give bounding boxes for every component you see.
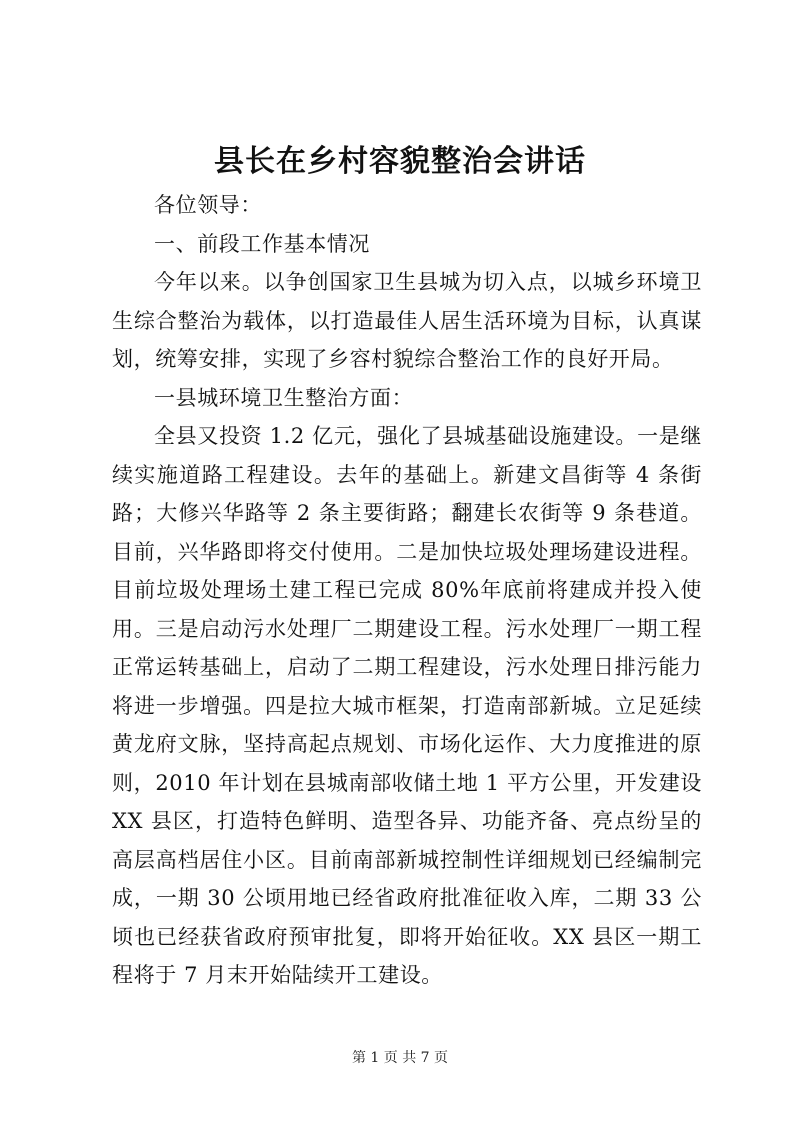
salutation: 各位领导： bbox=[154, 193, 262, 217]
body-paragraph: 全县又投资 1.2 亿元，强化了县城基础设施建设。一是继续实施道路工程建设。去年的基础上。新建文昌街等 4 条街路；大修兴华路等 2 条主要街路；翻建长农街等 9 条巷道。目前，兴华路即将交付使用。二是加快垃圾处理场建设进程。目前垃圾处理场土建工程已完成 80%年底前将建成并投入使用。三是启动污水处理厂二期建设工程。污水处理厂一期工程正常运转基础上，启动了二期工程建设，污水处理日排污能力将进一步增强。四是拉大城市框架，打造南部新城。立足延续黄龙府文脉，坚持高起点规划、市场化运作、大力度推进的原则，2010 年计划在县城南部收储土地 1 平方公里，开发建设 XX 县区，打造特色鲜明、造型各异、功能齐备、亮点纷呈的高层高档居住小区。目前南部新城控制性详细规划已经编制完成，一期 30 公顷用地已经省政府批准征收入库，二期 33 公顷也已经获省政府预审批复，即将开始征收。XX 县区一期工程将于 7 月末开始陆续开工建设。 bbox=[112, 424, 702, 987]
subsection-heading: 一县城环境卫生整治方面： bbox=[154, 385, 414, 410]
body-paragraph: 今年以来。以争创国家卫生县城为切入点，以城乡环境卫生综合整治为载体，以打造最佳人居生活环境为目标，认真谋划，统筹安排，实现了乡容村貌综合整治工作的良好开局。 bbox=[112, 270, 702, 371]
section-heading: 一、前段工作基本情况 bbox=[154, 231, 370, 256]
page-number: 第 1 页 共 7 页 bbox=[351, 1050, 449, 1066]
document-body bbox=[112, 186, 702, 995]
document-title: 县长在乡村容貌整治会讲话 bbox=[214, 144, 586, 179]
